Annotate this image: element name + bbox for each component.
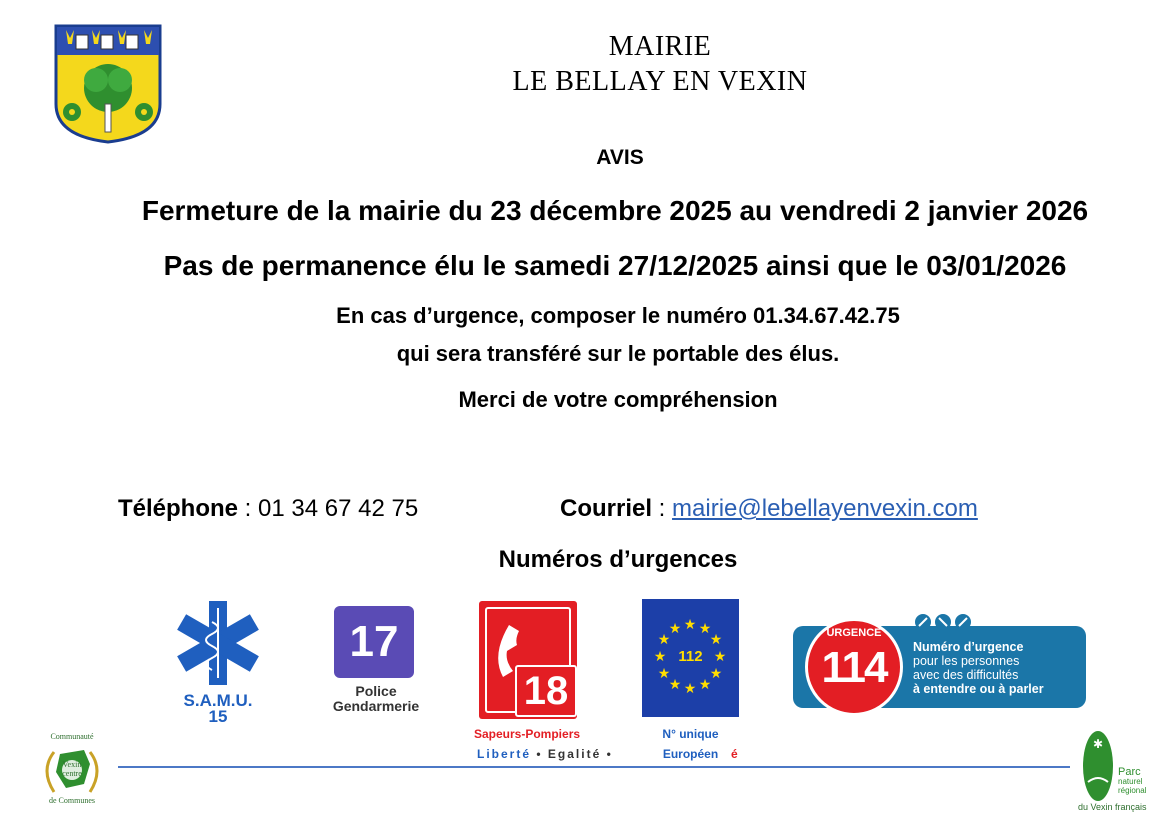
urgence-line3: avec des difficultés [913, 668, 1019, 682]
communaute-logo [34, 730, 110, 810]
parc-text [1118, 768, 1146, 795]
svg-text:★: ★ [713, 649, 727, 665]
european-logo [642, 599, 739, 717]
urgent-instruction-line2: qui sera transféré sur le portable des élus. [396, 341, 840, 366]
urgence-114-text [913, 640, 1044, 696]
svg-text:★: ★ [657, 632, 671, 648]
footer-divider [118, 766, 1070, 768]
european-caption-top: N° unique [662, 727, 719, 741]
samu-logo [172, 600, 264, 725]
police-number: 17 [334, 606, 414, 678]
phone-label: Téléphone [118, 495, 239, 522]
svg-text:★: ★ [668, 677, 682, 693]
motto-dot-1: • [536, 747, 543, 761]
parc-leaf-icon [1080, 730, 1120, 804]
phone-value: 01 34 67 42 75 [258, 495, 419, 522]
motto-fraternite: é [731, 747, 738, 761]
star-of-life-icon [172, 600, 264, 686]
urgence-line2: pour les personnes [913, 654, 1020, 668]
parc-line2: naturel [1118, 777, 1143, 786]
republic-motto [477, 747, 613, 761]
european-caption [642, 724, 739, 764]
communaute-top: Communauté [50, 732, 94, 741]
parc-line4: du Vexin français [1078, 802, 1147, 812]
closure-notice: Fermeture de la mairie du 23 décembre 2025 au vendredi 2 janvier 2026 [141, 195, 1089, 226]
phone-separator: : [238, 495, 259, 522]
centre-label: centre [62, 769, 82, 778]
communaute-center [34, 760, 110, 778]
police-logo [326, 606, 426, 718]
police-label: Police [355, 683, 397, 699]
email-contact [560, 495, 978, 523]
pompiers-caption: Sapeurs-Pompiers [474, 727, 581, 741]
svg-text:★: ★ [683, 617, 697, 633]
urgence-114-badge [805, 618, 903, 716]
svg-text:★: ★ [668, 621, 682, 637]
communaute-bottom: de Communes [49, 796, 95, 805]
european-number: 112 [678, 648, 703, 665]
thanks-message: Merci de votre compréhension [458, 387, 778, 412]
email-link[interactable]: mairie@lebellayenvexin.com [672, 495, 978, 522]
svg-text:★: ★ [657, 666, 671, 682]
urgence-line1: Numéro d’urgence [913, 640, 1024, 654]
samu-number: 15 [208, 707, 228, 726]
svg-text:★: ★ [709, 666, 723, 682]
pompiers-logo [479, 601, 577, 719]
motto-egalite: Egalité [547, 747, 602, 761]
page-title: MAIRIE [608, 31, 712, 62]
svg-text:★: ★ [698, 621, 712, 637]
permanence-notice: Pas de permanence élu le samedi 27/12/2025 ainsi que le 03/01/2026 [163, 250, 1067, 281]
urgence-line4: à entendre ou à parler [913, 682, 1044, 696]
email-separator: : [652, 495, 673, 522]
motto-dot-2: • [606, 747, 613, 761]
svg-text:★: ★ [653, 649, 667, 665]
vexin-label: Vexin [62, 760, 82, 769]
european-caption-bottom: Européen [662, 747, 719, 761]
motto-liberte: Liberté [477, 747, 532, 761]
svg-text:★: ★ [709, 632, 723, 648]
urgence-label: URGENCE [826, 627, 882, 639]
urgence-number: 114 [821, 643, 887, 692]
svg-text:★: ★ [698, 677, 712, 693]
page-subtitle: LE BELLAY EN VEXIN [512, 66, 808, 97]
phone-contact [118, 495, 418, 523]
parc-line3: régional [1118, 786, 1147, 795]
pompiers-number: 18 [515, 665, 577, 717]
accessibility-icons [913, 612, 983, 632]
samu-label: S.A.M.U. [183, 691, 253, 710]
email-label: Courriel [560, 495, 653, 522]
parc-naturel-logo [1076, 730, 1166, 816]
urgent-instruction-line1: En cas d’urgence, composer le numéro 01.34.67.42.75 [336, 303, 900, 328]
parc-line1: Parc [1118, 766, 1141, 778]
coat-of-arms-logo [54, 24, 162, 144]
gendarmerie-label: Gendarmerie [332, 698, 420, 714]
emergency-heading: Numéros d’urgences [498, 546, 738, 573]
svg-text:★: ★ [683, 681, 697, 697]
notice-heading: AVIS [596, 146, 644, 169]
svg-text:✱: ✱ [1092, 737, 1104, 751]
